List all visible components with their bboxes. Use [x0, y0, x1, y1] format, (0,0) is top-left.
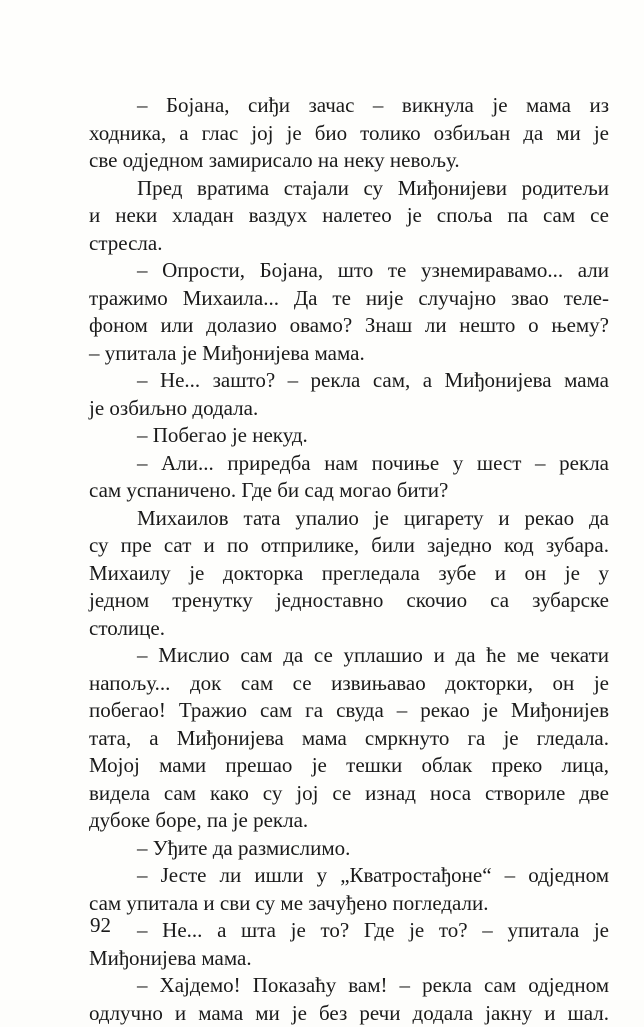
text-line: сам успаничено. Где би сад могао бити?: [89, 477, 609, 505]
text-line: – упитала је Миђонијева мама.: [89, 340, 609, 368]
text-line: видела сам како су јој се изнад носа створиле две: [89, 780, 609, 808]
text-line: Михаилу је докторка прегледала зубе и он је у: [89, 560, 609, 588]
text-line: – Мислио сам да се уплашио и да ће ме чекати: [89, 642, 609, 670]
text-line: – Уђите да размислимо.: [89, 835, 609, 863]
text-line: је озбиљно додала.: [89, 395, 609, 423]
text-line: фоном или долазио овамо? Знаш ли нешто о њему?: [89, 312, 609, 340]
text-line: одлучно и мама ми је без речи додала јакну и шал.: [89, 1000, 609, 1027]
text-line: – Хајдемо! Показаћу вам! – рекла сам одједном: [89, 972, 609, 1000]
text-line: – Не... а шта је то? Где је то? – упитала је: [89, 917, 609, 945]
text-line: – Али... приредба нам почиње у шест – рекла: [89, 450, 609, 478]
text-line: Мојој мами прешао је тешки облак преко лица,: [89, 752, 609, 780]
text-line: Михаилов тата упалио је цигарету и рекао да: [89, 505, 609, 533]
text-line: су пре сат и по отприлике, били заједно код зубара.: [89, 532, 609, 560]
text-line: – Побегао је некуд.: [89, 422, 609, 450]
text-line: – Бојана, сиђи зачас – викнула је мама из: [89, 92, 609, 120]
text-line: Пред вратима стајали су Миђонијеви родитељи: [89, 175, 609, 203]
text-line: ходника, а глас јој је био толико озбиљан да ми је: [89, 120, 609, 148]
text-line: побегао! Тражио сам га свуда – рекао је Миђонијев: [89, 697, 609, 725]
text-line: стресла.: [89, 230, 609, 258]
text-line: све одједном замирисало на неку невољу.: [89, 147, 609, 175]
text-line: и неки хладан ваздух налетео је споља па сам се: [89, 202, 609, 230]
text-line: једном тренутку једноставно скочио са зубарске: [89, 587, 609, 615]
text-line: – Јесте ли ишли у „Кватростађоне“ – одједном: [89, 862, 609, 890]
text-line: напољу... док сам се извињавао докторки, он је: [89, 670, 609, 698]
text-line: столице.: [89, 615, 609, 643]
text-line: – Не... зашто? – рекла сам, а Миђонијева мама: [89, 367, 609, 395]
text-line: Миђонијева мама.: [89, 945, 609, 973]
text-line: дубоке боре, па је рекла.: [89, 807, 609, 835]
text-line: – Опрости, Бојана, што те узнемиравамо... али: [89, 257, 609, 285]
text-line: сам упитала и сви су ме зачуђено погледали.: [89, 890, 609, 918]
body-text: [89, 92, 609, 1027]
text-line: тражимо Михаила... Да те није случајно звао теле-: [89, 285, 609, 313]
text-line: тата, а Миђонијева мама смркнуто га је гледала.: [89, 725, 609, 753]
page-number: 92: [90, 912, 111, 939]
